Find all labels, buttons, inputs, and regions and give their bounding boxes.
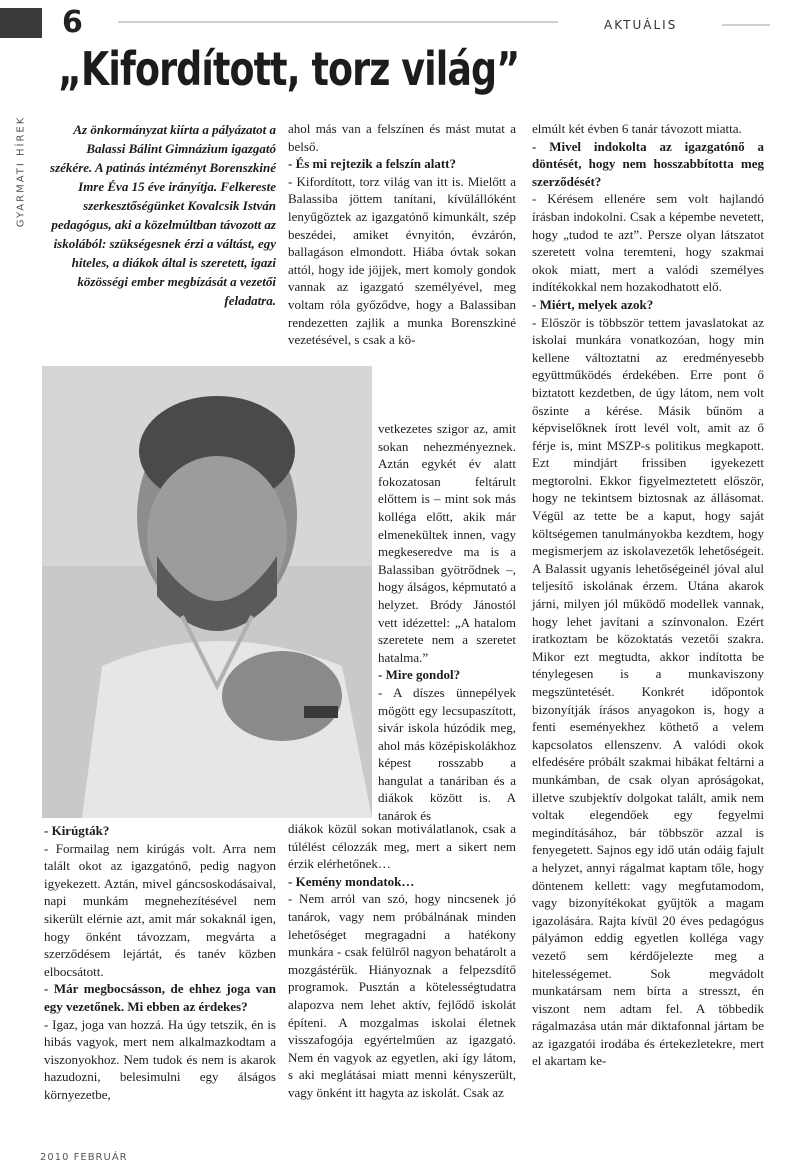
question: - És mi rejtezik a felszín alatt? [288, 156, 456, 172]
page-number: 6 [62, 5, 83, 40]
portrait-illustration [42, 366, 372, 818]
answer: - Kérésem ellenére sem volt hajlandó írásban indokolni. Csak a képembe nevetett, hogy „tudod te azt”. Persze olyan látszatot szeretett volna teremteni, hogy szakmai okok miatt, mert a valódi személyes indítékokkal nem hozakodhatott elő. [532, 191, 764, 295]
question: - Mivel indokolta az igazgatónő a döntését, hogy nem hosszabbította meg szerződését? [532, 138, 764, 189]
column-1-bottom [44, 822, 276, 1104]
question: - Miért, melyek azok? [532, 296, 654, 312]
question: - Kirúgták? [44, 823, 110, 838]
question: - Mire gondol? [378, 667, 461, 683]
column-2-middle [378, 420, 516, 825]
header-rule [118, 21, 558, 23]
column-3 [532, 120, 764, 1070]
answer: - Kifordított, torz világ van itt is. Mielőtt a Balassiba jöttem tanítani, kívülállóként lenyűgöztek az igazgatónő kimunkált, szép beszédei, amiket évnyitón, évzárón, ballagáson elmondott. Hiába óvtak sokan attól, hogy ide jöjjek, mert komoly gondok vannak az igazgató személyével, meg voltam róla győződve, hogy a Balassiban rendezetten zajlik a munka Borenszkiné vezetésével, s csak a kö- [288, 173, 516, 348]
answer: - Nem arról van szó, hogy nincsenek jó tanárok, vagy nem próbálnának minden lehetőséget megragadni a hatékony munkára - csak felülről nagyon behatárolt a mozgástérük. Hiányoznak a felpezsdítő programok. Pusztán a kötelességtudatra alapozva nem lehet aktív, fejlődő iskolát építeni. A mozgalmas iskolai életnek visszafogója egyértelműen az igazgató. Nem én vagyok az egyetlen, aki így látom, s aki meglátásai miatt menni kényszerült, vagy önként itt hagyta az iskolát. Csak az [288, 891, 516, 1100]
article-headline: „Kifordított, torz világ” [58, 42, 520, 96]
answer: - Először is többször tettem javaslatokat az iskolai munkára vonatkozóan, hogy min kellene változtatni az eredményesebb együttműködés érdekében. Erre pont ő biztatott kezdetben, de úgy látom, nem volt őszinte a kérése. Másik bűnöm a képviselőknek írott levél volt, amit az ő férje is, mint MSZP-s politikus megkapott. Ezt mindjárt frissiben igyekezett megtorolni. Ekkor figyelmeztetett először, hogy ne tekintsem biztosnak az állásomat. Végül az tette be a kaput, hogy saját költségemen tanulmányokba kezdtem, hogy megismerjem az iskolavezetők lehetőségeit. A Balassit ugyanis lehetőségeinél jóval alul teljesítő iskolának érzem. Utána akarok járni, milyen jól működő modellek vannak, hogy lehet javítani a színvonalon. Ezért iratkoztam be közoktatás vezetői szakra. Mikor ezt megtudta, akkor indította be ténylegesen is a munkaviszony megszüntetését. Konkrét időpontok bizonyítják írásos anyagokon is, hogy a fenti eseményekhez köthető a velem kapcsolatos ellenszenv. A valódi okok elfedésére próbált szakmai hibákat feltárni a munkámban, de csak olyan apróságokat, illetve szubjektív dolgokat talált, amik nem voltak elegendőek egy fegyelmi megindításához, bár többször azzal is fenyegetett. Sajnos egy idő után odáig fajult a helyzet, annyi rágalmat kaptam tőle, hogy döntenem kellett: vagy megfutamodom, vagy bizonyítékokat gyűjtök a magam igazolására. Rajta kívül 20 éves pedagógus pályámon eddig egyetlen kolléga vagy vezető sem kérdőjelezte meg a hitelességemet. Sok megvádolt munkatársam nem bírta a stresszt, én viszont nem adtam fel. A többedik rágalmazása után már diktafonnal jártam be az igazgatói irodába és értekezletekre, mert el akartam ke- [532, 314, 764, 1069]
answer: - Formailag nem kirúgás volt. Arra nem talált okot az igazgatónő, pedig nagyon igyekezett. Aztán, mivel gáncsoskodásaival, napi munkám megnehezítésével nem sikerült elérnie azt, amit már sokaknál igen, hogy önként távozzam, megvárta a szerződésem lejártát, és tanév közben elbocsátott. [44, 840, 276, 979]
header-rule-right [722, 24, 770, 26]
header-bar-mark [0, 8, 42, 38]
answer: - Igaz, joga van hozzá. Ha úgy tetszik, én is hibás vagyok, mert nem alkalmazkodtam a viszonyokhoz. Nem tudok és nem is akarok hazudozni, belesimulni egy álságos környezetbe, [44, 1016, 276, 1102]
answer: ahol más van a felszínen és mást mutat a belső. [288, 121, 516, 154]
footer-issue: 2010 FEBRUÁR [40, 1152, 128, 1163]
side-label-text: GYARMATI HÍREK [15, 115, 27, 228]
question: - Már megbocsásson, de ehhez joga van egy vezetőnek. Mi ebben az érdekes? [44, 981, 276, 1014]
answer: vetkezetes szigor az, amit sokan nehezményeznek. Aztán egykét év alatt fokozatosan feltárult előttem is – mint sok más kolléga előtt, akik már elmenekültek innen, vagy megkeseredve ma is a Balassiban gyötrődnek –, hogy álságos, képmutató a helyzet. Bródy Jánostól vett idézettel: „A hatalom szeretete nem a szeretet hatalma.” [378, 421, 516, 665]
column-2-top [288, 120, 516, 349]
article-lead: Az önkormányzat kiírta a pályázatot a Balassi Bálint Gimnázium igazgató székére. A patinás intézményt Borenszkiné Imre Éva 15 éve irányítja. Felkereste szerkesztőségünket Kovalcsik István pedagógus, aki a közelmúltban távozott az iskolából: szükségesnek érzi a váltást, egy hiteles, a diákok által is szeretett, igazi közösségi ember megbízását a vezetői feladatra. [50, 122, 276, 308]
answer: - A díszes ünnepélyek mögött egy lecsupaszított, sivár iskola húzódik meg, ahol más középiskolákhoz képest rosszabb a hangulat a tanáriban és a diákok között is. A tanárok és [378, 684, 516, 824]
column-2-bottom [288, 820, 516, 1102]
section-label: AKTUÁLIS [604, 18, 678, 32]
side-label [14, 88, 28, 258]
answer: diákok közül sokan motiválatlanok, csak a túlélést célozzák meg, mert a sikert nem érzik elérhetőnek… [288, 821, 516, 872]
question: - Kemény mondatok… [288, 873, 415, 889]
answer: elmúlt két évben 6 tanár távozott miatta. [532, 121, 742, 136]
portrait-photo [42, 366, 372, 818]
